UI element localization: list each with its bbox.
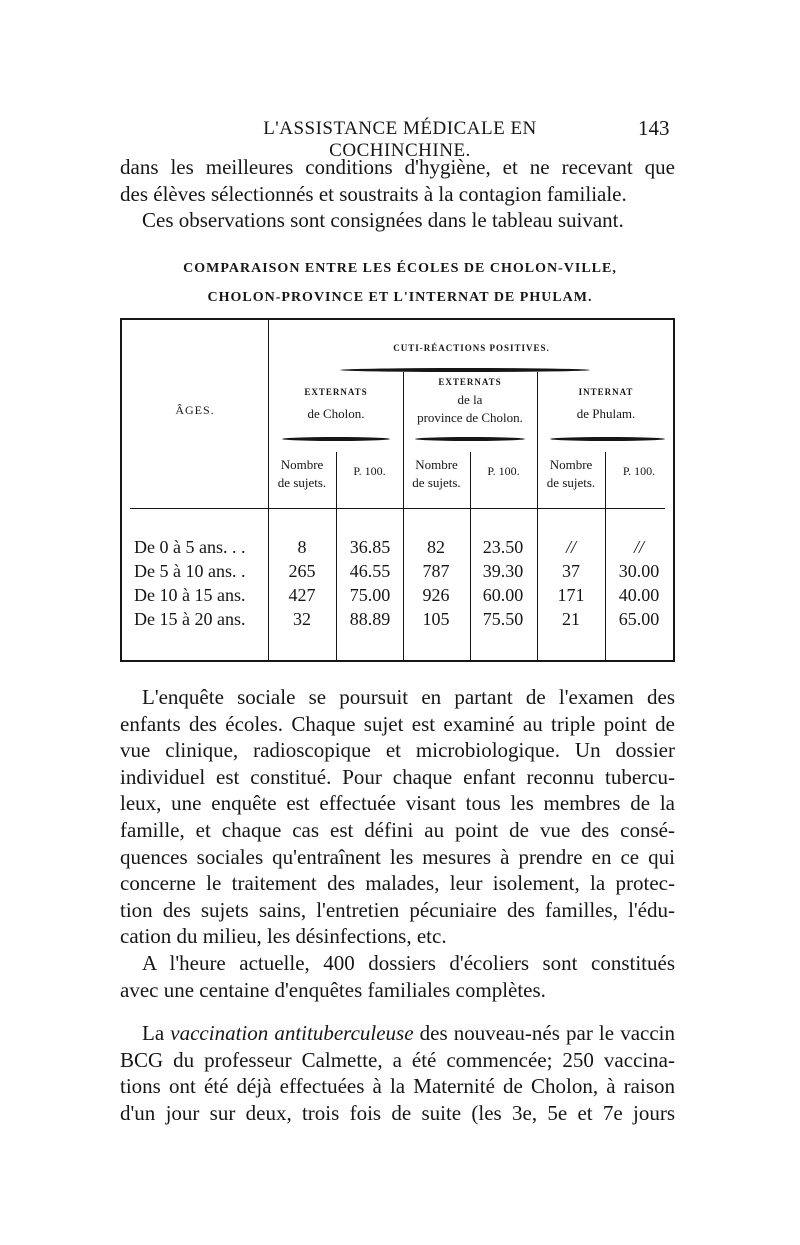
g3-count-header: [537, 456, 605, 492]
g2-count-header: [403, 456, 470, 492]
row-1-g1-count: 8: [297, 537, 307, 557]
p3-line-4: d'un jour sur deux, trois fois de suite (les 3e, 5e et 7e jours: [120, 1100, 675, 1125]
row-2-g2-count: 787: [422, 561, 450, 581]
p2-line-1: A l'heure actuelle, 400 dossiers d'écoliers sont constitués: [142, 950, 675, 975]
g3-count-header-line1: Nombre: [549, 457, 593, 472]
g2-pct-header: P. 100.: [487, 464, 520, 478]
intro-line-2: des élèves sélectionnés et soustraits à la contagion familiale.: [120, 181, 627, 206]
table-swell-g1: [282, 437, 390, 441]
row-2-g1-count: 265: [288, 561, 316, 581]
intro-line-1: dans les meilleures conditions d'hygiène, et ne recevant que: [120, 155, 675, 179]
p3-line-1-rest: des nouveau-nés par le vaccin: [413, 1021, 676, 1045]
p1-line-1: L'enquête sociale se poursuit en partant de l'examen des: [142, 685, 675, 709]
page-number: 143: [638, 116, 670, 140]
group-3-title: INTERNAT: [578, 387, 634, 397]
row-1-g1-pct: 36.85: [349, 537, 391, 557]
row-3-g2-count: 926: [422, 585, 450, 605]
p1-line-2: enfants des écoles. Chaque sujet est examiné au triple point de: [120, 711, 675, 736]
p3-line-1: [120, 1020, 675, 1047]
paragraph-vaccination: [120, 1020, 675, 1126]
p3-line-2: BCG du professeur Calmette, a été commencée; 250 vaccina-: [120, 1047, 675, 1072]
group-2-title: EXTERNATS: [438, 377, 502, 387]
p1-line-3: vue clinique, radioscopique et microbiologique. Un dossier: [120, 738, 675, 763]
row-4-g3-pct: 65.00: [618, 609, 660, 629]
g1-count-header-line1: Nombre: [280, 457, 324, 472]
row-1-g3-pct: //: [633, 537, 644, 557]
p1-line-6: famille, et chaque cas est défini au point de vue des consé-: [120, 817, 675, 842]
row-2-g3-count: 37: [562, 561, 580, 581]
row-2-age: De 5 à 10 ans. .: [134, 561, 246, 581]
row-3-g3-pct: 40.00: [618, 585, 660, 605]
row-3-g1-count: 427: [288, 585, 316, 605]
group-3-subtitle: de Phulam.: [576, 406, 636, 421]
p3-line-3: tions ont été déjà effectuées à la Maternité de Cholon, à raison: [120, 1074, 675, 1099]
row-1-g3-count: //: [565, 537, 576, 557]
table-caption: [150, 254, 650, 312]
table-swell-g2: [415, 437, 525, 441]
paragraph-social-inquiry: [120, 684, 675, 1003]
table-swell-g3: [550, 437, 665, 441]
row-3-g2-pct: 60.00: [482, 585, 524, 605]
row-4-age: De 15 à 20 ans.: [134, 609, 246, 629]
row-4-g3-count: 21: [562, 609, 580, 629]
super-header: CUTI-RÉACTIONS POSITIVES.: [393, 343, 550, 353]
table-rule-g1-split: [336, 452, 337, 660]
intro-paragraph: [120, 154, 675, 234]
table-caption-line-1: COMPARAISON ENTRE LES ÉCOLES DE CHOLON-VILLE,: [183, 261, 617, 276]
g2-count-header-line2: de sujets.: [412, 475, 461, 490]
p3-italic-term: vaccination antituberculeuse: [170, 1021, 414, 1045]
p1-line-9: tion des sujets sains, l'entretien pécuniaire des familles, l'édu-: [120, 897, 675, 922]
row-3-g3-count: 171: [557, 585, 585, 605]
g3-pct-header: P. 100.: [622, 464, 656, 478]
running-head: L'ASSISTANCE MÉDICALE EN COCHINCHINE.: [263, 118, 537, 161]
p1-line-8: concerne le traitement des malades, leur isolement, la protec-: [120, 871, 675, 896]
row-2-g1-pct: 46.55: [349, 561, 391, 581]
row-4-g2-pct: 75.50: [482, 609, 524, 629]
group-2-subtitle: province de Cholon.: [417, 410, 523, 425]
row-2-g2-pct: 39.30: [482, 561, 524, 581]
g1-count-header: [268, 456, 336, 492]
p1-line-4: individuel est constitué. Pour chaque enfant reconnu tubercu-: [120, 764, 675, 789]
group-1-subtitle: de Cholon.: [307, 406, 365, 421]
p1-line-5: leux, une enquête est effectuée visant tous les membres de la: [120, 791, 675, 816]
p1-line-7: quences sociales qu'entraînent les mesures à prendre en ce qui: [120, 844, 675, 869]
row-1-g2-pct: 23.50: [482, 537, 524, 557]
row-4-g1-pct: 88.89: [349, 609, 391, 629]
group-1-title: EXTERNATS: [304, 387, 368, 397]
table-swell-super: [340, 368, 590, 372]
row-3-age: De 10 à 15 ans.: [134, 585, 246, 605]
table-rule-header-bottom: [130, 508, 665, 509]
intro-line-3: Ces observations sont consignées dans le tableau suivant.: [142, 208, 624, 233]
table-caption-line-2: CHOLON-PROVINCE ET L'INTERNAT DE PHULAM.: [207, 290, 593, 305]
row-4-g1-count: 32: [293, 609, 311, 629]
ages-header: ÂGES.: [175, 403, 215, 417]
p2-line-2: avec une centaine d'enquêtes familiales complètes.: [120, 977, 546, 1002]
row-2-g3-pct: 30.00: [618, 561, 660, 581]
row-3-g1-pct: 75.00: [349, 585, 391, 605]
p1-line-10: cation du milieu, les désinfections, etc.: [120, 924, 447, 949]
row-1-g2-count: 82: [427, 537, 445, 557]
row-4-g2-count: 105: [422, 609, 450, 629]
g1-pct-header: P. 100.: [353, 464, 386, 478]
g3-count-header-line2: de sujets.: [546, 475, 596, 490]
p3-line-1-start: La: [142, 1021, 171, 1045]
g1-count-header-line2: de sujets.: [277, 475, 327, 490]
g2-count-header-line1: Nombre: [415, 457, 458, 472]
row-1-age: De 0 à 5 ans. . .: [134, 537, 246, 557]
group-2-mid: de la: [457, 392, 483, 407]
